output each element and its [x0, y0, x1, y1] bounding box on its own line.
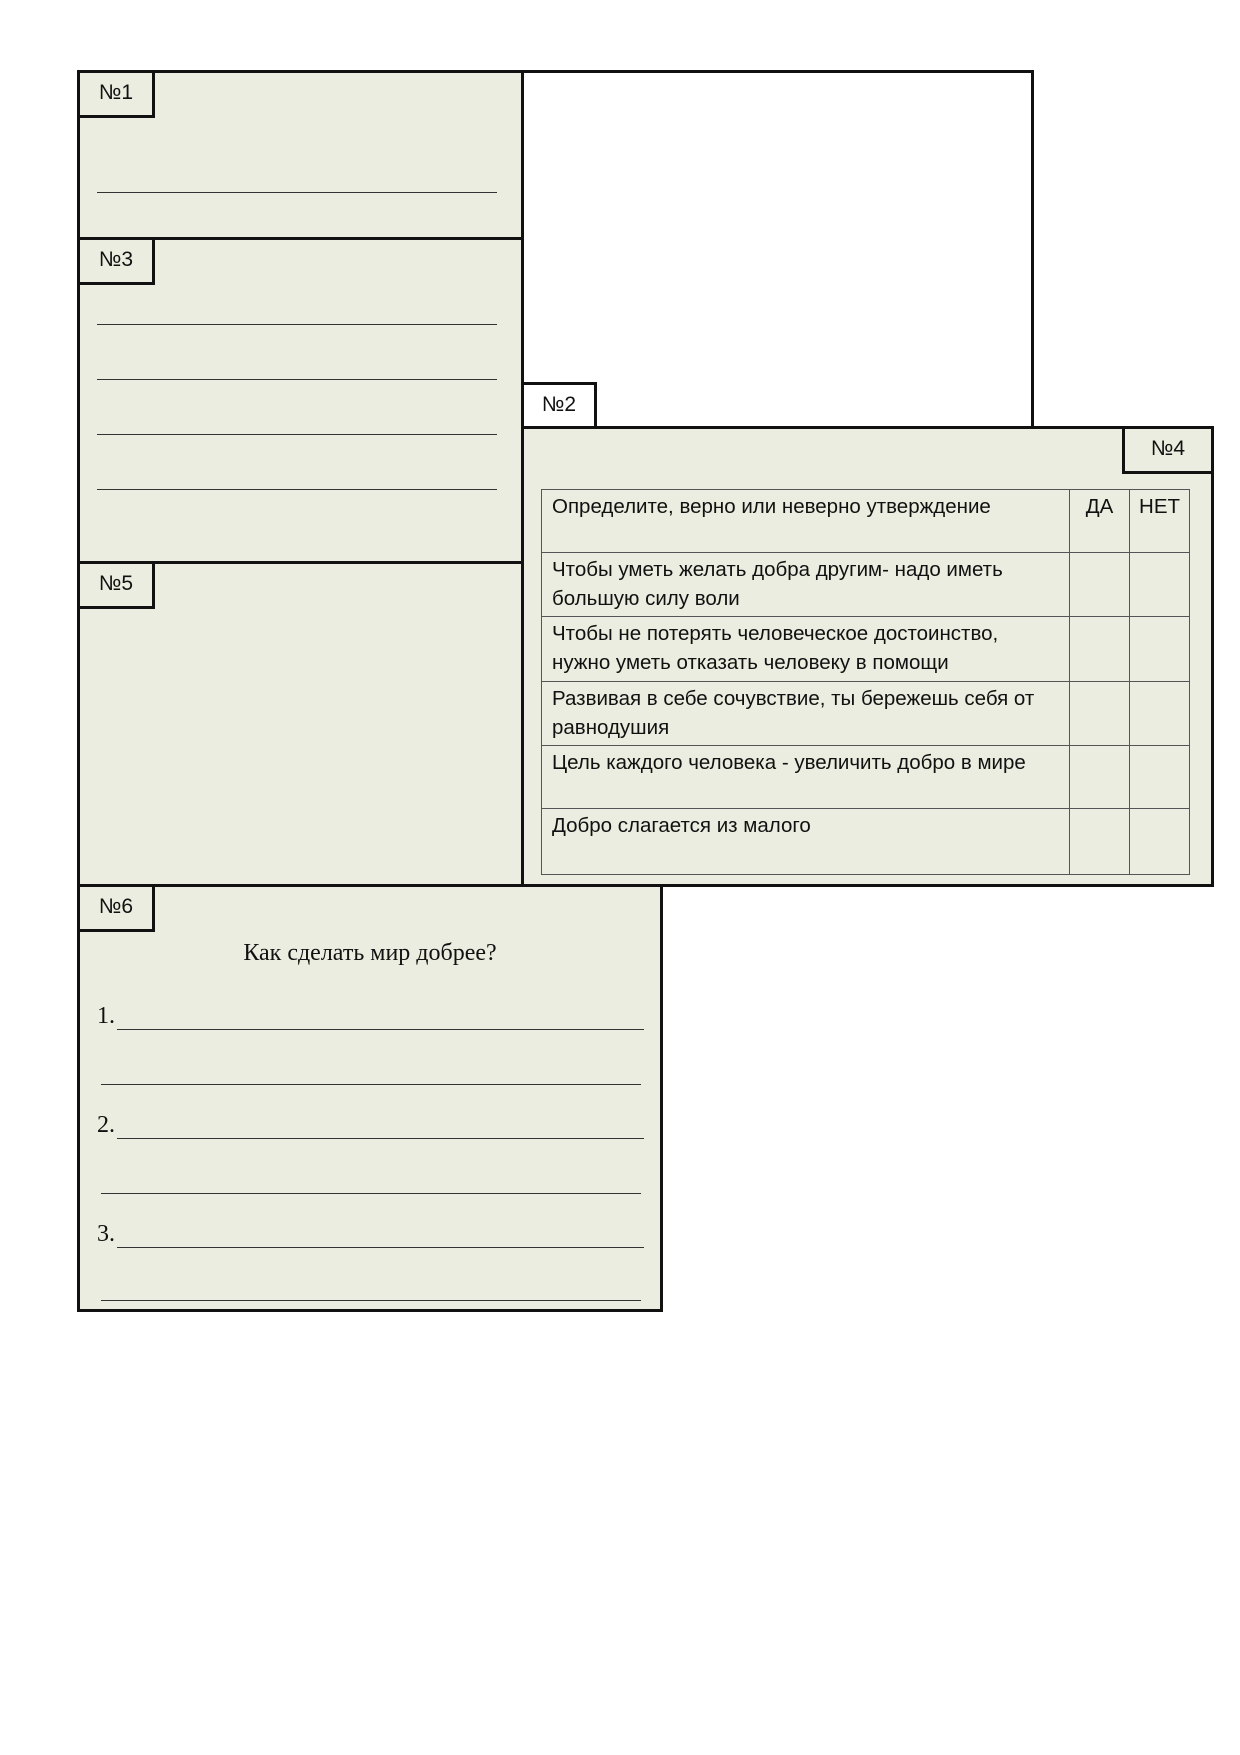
- answer-number: 1.: [97, 1003, 115, 1029]
- statement-text: Цель каждого человека - увеличить добро в мире: [542, 746, 1070, 809]
- statement-text: Чтобы уметь желать добра другим- надо иметь большую силу воли: [542, 553, 1070, 617]
- task6-answer-line[interactable]: [117, 1247, 644, 1248]
- yes-cell[interactable]: [1070, 617, 1130, 682]
- statement-text: Чтобы не потерять человеческое достоинство, нужно уметь отказать человеку в помощи: [542, 617, 1070, 682]
- yes-cell[interactable]: [1070, 553, 1130, 617]
- task6-title: Как сделать мир добрее?: [243, 940, 497, 966]
- task3-label: №3: [77, 237, 155, 285]
- task5-box: [77, 561, 524, 887]
- task1-label: №1: [77, 70, 155, 118]
- table-header-row: [542, 490, 1190, 553]
- header-statement: Определите, верно или неверно утверждение: [542, 490, 1070, 553]
- yes-cell[interactable]: [1070, 746, 1130, 809]
- task3-answer-line[interactable]: [97, 489, 497, 490]
- statement-text: Развивая в себе сочувствие, ты бережешь себя от равнодушия: [542, 682, 1070, 746]
- task2-box: [521, 70, 1034, 430]
- task3-box: [77, 237, 524, 564]
- no-cell[interactable]: [1130, 682, 1190, 746]
- table-row: [542, 617, 1190, 682]
- task4-label: №4: [1122, 426, 1214, 474]
- yes-cell[interactable]: [1070, 682, 1130, 746]
- task5-label: №5: [77, 561, 155, 609]
- table-row: [542, 809, 1190, 875]
- task6-answer-line[interactable]: [101, 1300, 641, 1301]
- header-yes: ДА: [1070, 490, 1130, 553]
- task1-answer-line[interactable]: [97, 192, 497, 193]
- task3-answer-line[interactable]: [97, 379, 497, 380]
- task6-answer-line[interactable]: [117, 1029, 644, 1030]
- no-cell[interactable]: [1130, 746, 1190, 809]
- task3-answer-line[interactable]: [97, 324, 497, 325]
- answer-number: 3.: [97, 1221, 115, 1247]
- task2-label: №2: [521, 382, 597, 429]
- table-row: [542, 682, 1190, 746]
- yes-cell[interactable]: [1070, 809, 1130, 875]
- task6-answer-line[interactable]: [101, 1193, 641, 1194]
- task6-answer-line[interactable]: [101, 1084, 641, 1085]
- table-row: [542, 746, 1190, 809]
- no-cell[interactable]: [1130, 809, 1190, 875]
- header-no: НЕТ: [1130, 490, 1190, 553]
- statements-table: [541, 489, 1190, 875]
- task6-label: №6: [77, 884, 155, 932]
- no-cell[interactable]: [1130, 553, 1190, 617]
- statement-text: Добро слагается из малого: [542, 809, 1070, 875]
- task6-answer-line[interactable]: [117, 1138, 644, 1139]
- task3-answer-line[interactable]: [97, 434, 497, 435]
- answer-number: 2.: [97, 1112, 115, 1138]
- no-cell[interactable]: [1130, 617, 1190, 682]
- table-row: [542, 553, 1190, 617]
